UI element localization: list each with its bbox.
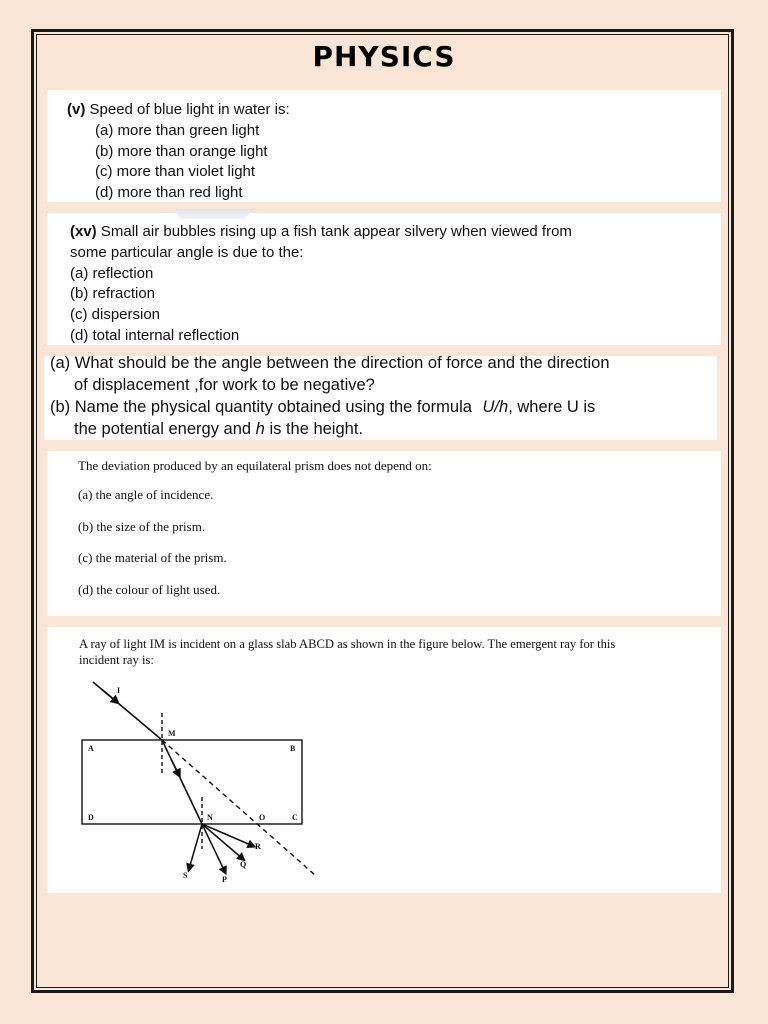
formula: U/h [482, 398, 509, 416]
question-text: A ray of light IM is incident on a glass slab ABCD as shown in the figure below. The emergent ray for this [79, 637, 616, 651]
option-a: (a) more than green light [95, 121, 260, 139]
ray-q [202, 824, 243, 859]
option-d: (d) more than red light [95, 184, 243, 202]
glass-slab-figure [47, 627, 721, 893]
option-b: (b) refraction [70, 285, 156, 303]
label-n: N [207, 813, 213, 822]
question-stem [67, 100, 721, 121]
part-b-line1 [44, 396, 717, 418]
option-a: (a) the angle of incidence. [78, 487, 214, 502]
question-text: Speed of blue light in water is: [89, 101, 290, 118]
part-b-line2: the potential energy and h is the height. [74, 420, 363, 438]
part-a-line1 [44, 352, 717, 374]
label-m: M [168, 729, 176, 738]
refracted-ray [162, 740, 202, 824]
question-text: The deviation produced by an equilateral prism does not depend on: [78, 458, 432, 473]
label-d: D [88, 813, 94, 822]
label-o: O [259, 813, 266, 822]
part-a-label: (a) [50, 354, 71, 372]
part-a-text: What should be the angle between the direction of force and the direction [74, 354, 610, 372]
question-number: (xv) [70, 223, 97, 240]
option-c: (c) dispersion [70, 306, 161, 324]
option-d: (d) total internal reflection [70, 326, 240, 344]
part-b-label: (b) [50, 398, 71, 416]
incident-ray-arrow [102, 690, 117, 703]
page-title: PHYSICS [312, 40, 456, 73]
part-a-line2: of displacement ,for work to be negative? [74, 376, 375, 394]
part-b-text: Name the physical quantity obtained using the formula [74, 398, 472, 416]
option-c: (c) the material of the prism. [78, 550, 227, 565]
question-card-work [44, 356, 717, 440]
label-c: C [292, 813, 298, 822]
option-a: (a) reflection [70, 264, 154, 282]
option-b: (b) more than orange light [95, 142, 268, 160]
question-number: (v) [67, 101, 86, 118]
question-card-prism [47, 451, 721, 616]
tab-marker [172, 209, 254, 219]
question-card-glass-slab [47, 627, 721, 893]
label-r: R [255, 842, 261, 851]
variable-h: h [255, 420, 265, 438]
glass-slab [82, 740, 302, 824]
ray-r [202, 824, 253, 846]
question-text: Small air bubbles rising up a fish tank appear silvery when viewed from [100, 223, 572, 240]
label-i: I [117, 686, 121, 695]
ray-p [202, 824, 225, 872]
part-b-text-after: , where U is [508, 398, 596, 416]
question-card-v [47, 90, 721, 202]
question-text-continued: some particular angle is due to the: [70, 243, 304, 261]
label-b: B [290, 744, 296, 753]
label-a: A [88, 744, 94, 753]
label-q: Q [240, 860, 247, 869]
label-s: S [183, 871, 188, 880]
refracted-ray-arrow [171, 759, 179, 775]
question-text-continued: incident ray is: [79, 653, 154, 667]
option-d: (d) the colour of light used. [78, 582, 221, 597]
label-p: P [222, 875, 227, 884]
question-stem [70, 222, 721, 243]
option-c: (c) more than violet light [95, 163, 256, 181]
question-card-xv [47, 213, 721, 345]
option-b: (b) the size of the prism. [78, 519, 206, 534]
ray-s [189, 824, 202, 869]
